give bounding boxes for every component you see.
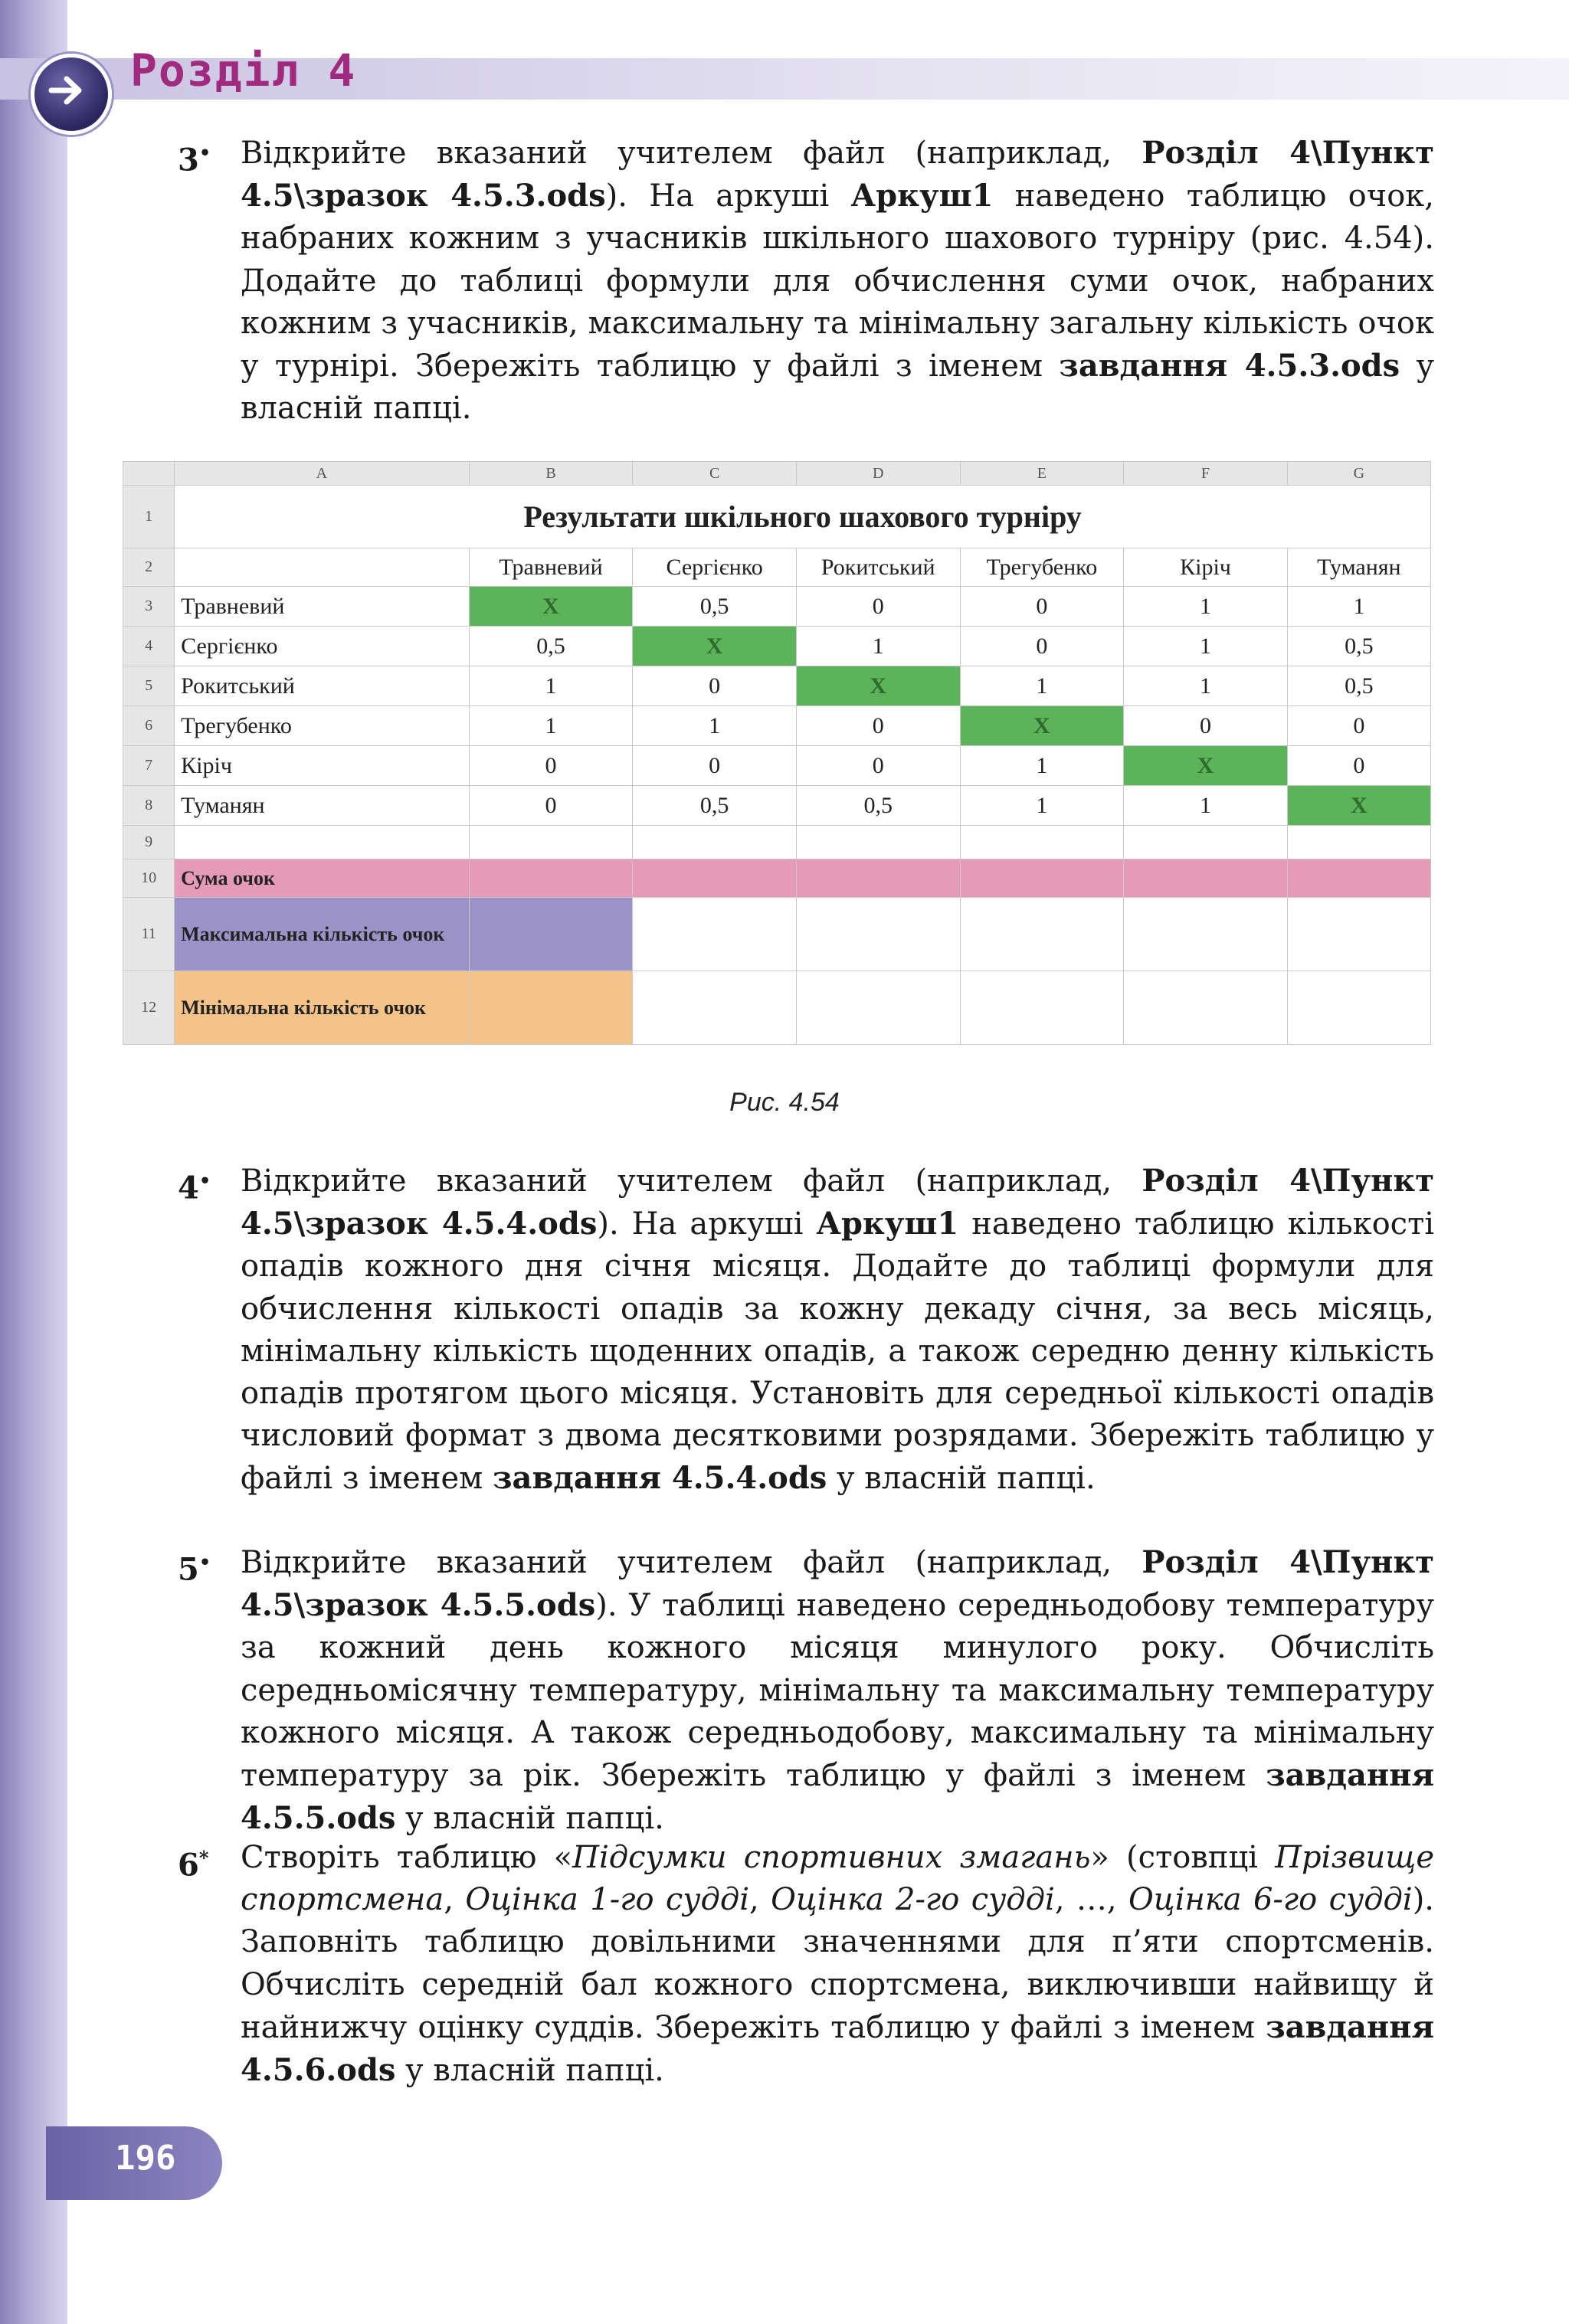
diagonal-cell: X — [1287, 786, 1430, 826]
sum-label: Сума очок — [175, 859, 470, 898]
diagonal-cell: X — [796, 666, 960, 706]
empty-row — [123, 826, 1431, 859]
task-text-fragment: Розділ 4\Пункт 4.5\зразок 4.5.4.ods — [241, 1163, 1434, 1242]
min-label: Мінімальна кількість очок — [175, 971, 470, 1045]
diagonal-cell: X — [633, 627, 797, 666]
score-cell: 0 — [960, 627, 1124, 666]
score-cell: 1 — [469, 706, 633, 746]
diagonal-cell: X — [960, 706, 1124, 746]
row-number: 6 — [123, 706, 175, 746]
column-letter: E — [960, 462, 1124, 486]
score-cell: 1 — [1287, 587, 1430, 627]
chapter-arrow-icon — [31, 54, 112, 135]
empty-cell — [796, 971, 960, 1045]
player-name: Трегубенко — [175, 706, 470, 746]
score-cell: 0 — [960, 587, 1124, 627]
task-text-fragment: у власній папці. — [395, 1801, 664, 1837]
score-cell: 0,5 — [633, 786, 797, 826]
task-text-fragment: ). На аркуші — [597, 1206, 817, 1242]
empty-cell — [633, 971, 797, 1045]
column-letter: B — [469, 462, 633, 486]
task-6 — [178, 1837, 1434, 2092]
column-letter: G — [1287, 462, 1430, 486]
row-number: 7 — [123, 746, 175, 786]
min-cell — [469, 971, 633, 1045]
empty-cell — [469, 826, 633, 859]
player-column-header: Кіріч — [1124, 548, 1288, 587]
task-number: 3• — [178, 142, 211, 178]
row-number: 8 — [123, 786, 175, 826]
task-text-fragment: Створіть таблицю « — [241, 1840, 573, 1875]
task-text-fragment: ). На аркуші — [605, 178, 851, 214]
player-column-header: Туманян — [1287, 548, 1430, 587]
score-cell: 0 — [1287, 706, 1430, 746]
score-cell: 0 — [796, 587, 960, 627]
score-cell: 1 — [960, 666, 1124, 706]
task-5 — [178, 1541, 1434, 1840]
row-number: 9 — [123, 826, 175, 859]
score-cell: 1 — [796, 627, 960, 666]
empty-cell — [1124, 898, 1288, 971]
row-number: 1 — [123, 486, 175, 548]
score-cell: 1 — [1124, 587, 1288, 627]
chapter-title: Розділ 4 — [130, 44, 357, 97]
score-cell: 1 — [1124, 666, 1288, 706]
score-cell: 1 — [469, 666, 633, 706]
task-text — [241, 1160, 1434, 1501]
score-row — [123, 786, 1431, 826]
score-cell: 0 — [633, 666, 797, 706]
empty-cell — [960, 826, 1124, 859]
task-number: 5• — [178, 1551, 211, 1588]
score-cell: 1 — [1124, 627, 1288, 666]
row-number: 2 — [123, 548, 175, 587]
empty-cell — [633, 898, 797, 971]
row-number: 12 — [123, 971, 175, 1045]
row-number: 4 — [123, 627, 175, 666]
column-letter: C — [633, 462, 797, 486]
sum-cell — [1287, 859, 1430, 898]
score-row — [123, 706, 1431, 746]
score-cell: 0 — [469, 746, 633, 786]
task-text-fragment: завдання 4.5.3.ods — [1059, 348, 1400, 385]
task-text-fragment: у власній папці. — [395, 2053, 664, 2089]
player-name: Рокитський — [175, 666, 470, 706]
task-text-fragment: Оцінка 6-го судді — [1128, 1882, 1413, 1918]
empty-cell — [960, 898, 1124, 971]
task-text-fragment: Аркуш1 — [850, 178, 994, 214]
empty-cell — [633, 826, 797, 859]
page-number: 196 — [115, 2139, 176, 2178]
empty-cell — [175, 548, 470, 587]
player-column-header: Рокитський — [796, 548, 960, 587]
task-text-fragment: Оцінка 1-го судді — [465, 1882, 750, 1918]
empty-cell — [1287, 826, 1430, 859]
column-letter: A — [175, 462, 470, 486]
task-text-fragment: ). У таблиці наведено середньодобову температуру за кожний день кожного місяця минулого року. Обчисліть середньомісячну температуру, мінімальну та максимальну температуру кожного місяця. А також середньодобову, максимальну та мінімальну температуру за рік. Збережіть таблицю у файлі з іменем — [241, 1588, 1435, 1794]
task-text-fragment: Відкрийте вказаний учителем файл (наприклад, — [241, 136, 1142, 171]
row-number: 5 — [123, 666, 175, 706]
task-text — [241, 1837, 1434, 2092]
player-column-header: Сергієнко — [633, 548, 797, 587]
score-cell: 0,5 — [469, 627, 633, 666]
task-text-fragment: Підсумки спортивних змагань — [572, 1840, 1091, 1875]
column-letter: F — [1124, 462, 1288, 486]
task-text-fragment: ). Заповніть таблицю довільними значеннями для п’яти спортсменів. Обчисліть середній бал кожного спортсмена, виключивши найвищу й найнижчу оцінку суддів. Збережіть таблицю у файлі з іменем — [241, 1882, 1435, 2045]
player-column-header: Травневий — [469, 548, 633, 587]
task-text — [241, 132, 1434, 430]
score-cell: 1 — [1124, 786, 1288, 826]
task-text-fragment: Прізвище спортсмена — [241, 1840, 1434, 1918]
player-column-header: Трегубенко — [960, 548, 1124, 587]
empty-cell — [1124, 971, 1288, 1045]
max-label: Максимальна кількість очок — [175, 898, 470, 971]
row-number: 3 — [123, 587, 175, 627]
score-row — [123, 666, 1431, 706]
task-text-fragment: , — [444, 1882, 466, 1918]
empty-cell — [175, 826, 470, 859]
task-3 — [178, 132, 1434, 430]
task-text-fragment: завдання 4.5.4.ods — [493, 1460, 827, 1497]
side-decoration-bar — [0, 0, 67, 2324]
score-cell: 0 — [796, 706, 960, 746]
max-cell — [469, 898, 633, 971]
diagonal-cell: X — [1124, 746, 1288, 786]
row-number: 11 — [123, 898, 175, 971]
score-cell: 0,5 — [633, 587, 797, 627]
task-text-fragment: , — [749, 1882, 771, 1918]
score-cell: 1 — [633, 706, 797, 746]
player-name: Кіріч — [175, 746, 470, 786]
sum-cell — [469, 859, 633, 898]
score-cell: 1 — [960, 786, 1124, 826]
sum-cell — [1124, 859, 1288, 898]
min-row — [123, 971, 1431, 1045]
score-row — [123, 627, 1431, 666]
task-text-fragment: » (стовпці — [1090, 1840, 1276, 1875]
title-row — [123, 486, 1431, 548]
row-number: 10 — [123, 859, 175, 898]
empty-cell — [1287, 971, 1430, 1045]
player-name: Травневий — [175, 587, 470, 627]
column-header-row — [123, 462, 1431, 486]
figure-caption: Рис. 4.54 — [729, 1088, 840, 1117]
task-text-fragment: завдання 4.5.5.ods — [241, 1757, 1434, 1837]
diagonal-cell: X — [469, 587, 633, 627]
table-title: Результати шкільного шахового турніру — [175, 486, 1431, 548]
spreadsheet-figure — [123, 461, 1431, 1054]
task-text-fragment: у власній папці. — [241, 349, 1435, 427]
task-text-fragment: Аркуш1 — [816, 1206, 959, 1242]
task-number: 6* — [178, 1847, 209, 1884]
score-cell: 0,5 — [796, 786, 960, 826]
task-number: 4• — [178, 1170, 211, 1206]
task-text-fragment: наведено таблицю кількості опадів кожного дня січня місяця. Додайте до таблиці формули для обчислення кількості опадів за кожну декаду січня, за весь місяць, мінімальну кількість щоденних опадів, а також середню денну кількість опадів протягом цього місяця. Установіть для середньої кількості опадів числовий формат з двома десятковими розрядами. Збережіть таблицю у файлі з іменем — [241, 1206, 1434, 1497]
task-text-fragment: наведено таблицю очок, набраних кожним з учасників шкільного шахового турніру (рис. 4.54). Додайте до таблиці формули для обчислення суми очок, набраних кожним з учасників, максимальну та мінімальну загальну кількість очок у турнірі. Збережіть таблицю у файлі з іменем — [241, 178, 1435, 385]
sum-cell — [796, 859, 960, 898]
score-row — [123, 746, 1431, 786]
corner-cell — [123, 462, 175, 486]
score-cell: 0 — [796, 746, 960, 786]
column-letter: D — [796, 462, 960, 486]
empty-cell — [1124, 826, 1288, 859]
chess-results-table — [123, 461, 1431, 1045]
task-text-fragment: , …, — [1054, 1882, 1128, 1918]
task-text-fragment: Розділ 4\Пункт 4.5\зразок 4.5.3.ods — [241, 135, 1434, 214]
sum-cell — [633, 859, 797, 898]
empty-cell — [960, 971, 1124, 1045]
score-cell: 0 — [469, 786, 633, 826]
score-cell: 0,5 — [1287, 666, 1430, 706]
task-text-fragment: Оцінка 2-го судді — [771, 1882, 1055, 1918]
task-4 — [178, 1160, 1434, 1501]
score-cell: 0 — [1287, 746, 1430, 786]
empty-cell — [796, 826, 960, 859]
empty-cell — [1287, 898, 1430, 971]
empty-cell — [796, 898, 960, 971]
task-text-fragment: завдання 4.5.6.ods — [241, 2008, 1434, 2089]
score-cell: 0 — [1124, 706, 1288, 746]
player-name: Туманян — [175, 786, 470, 826]
score-cell: 1 — [960, 746, 1124, 786]
sum-row — [123, 859, 1431, 898]
task-text-fragment: у власній папці. — [827, 1461, 1096, 1497]
task-text-fragment: Розділ 4\Пункт 4.5\зразок 4.5.5.ods — [241, 1544, 1434, 1624]
task-text-fragment: Відкрийте вказаний учителем файл (наприклад, — [241, 1164, 1142, 1199]
max-row — [123, 898, 1431, 971]
score-cell: 0,5 — [1287, 627, 1430, 666]
score-cell: 0 — [633, 746, 797, 786]
sum-cell — [960, 859, 1124, 898]
score-row — [123, 587, 1431, 627]
task-text-fragment: Відкрийте вказаний учителем файл (наприклад, — [241, 1545, 1142, 1580]
task-text — [241, 1541, 1434, 1840]
player-header-row — [123, 548, 1431, 587]
player-name: Сергієнко — [175, 627, 470, 666]
